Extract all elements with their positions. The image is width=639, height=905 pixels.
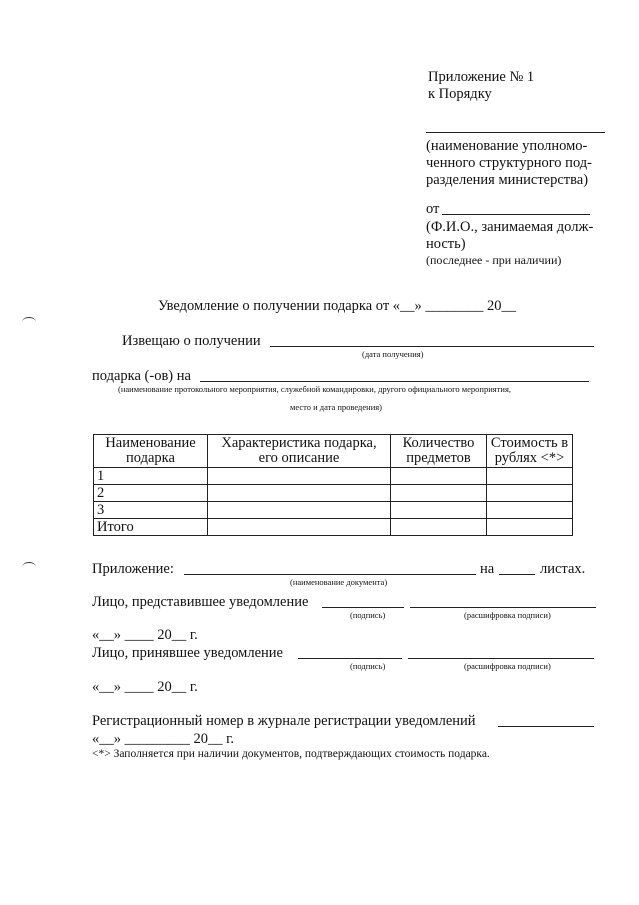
- row-number: 1: [94, 468, 208, 485]
- punch-hole-mark: [22, 562, 36, 572]
- table-cell[interactable]: [208, 519, 391, 536]
- receiver-signature-line: [298, 658, 402, 659]
- signature-caption: (подпись): [350, 610, 386, 620]
- attachment-doc-line: [184, 574, 476, 575]
- department-caption-line: ченного структурного под-: [426, 155, 592, 171]
- table-cell[interactable]: [487, 468, 573, 485]
- inform-label: Извещаю о получении: [122, 333, 261, 349]
- table-row: [94, 485, 573, 502]
- table-row-total: [94, 519, 573, 536]
- registration-number-line: [498, 726, 594, 727]
- header-gift-name: Наименование подарка: [94, 435, 208, 468]
- total-label: Итого: [94, 519, 208, 536]
- gift-label: подарка (-ов) на: [92, 368, 191, 384]
- fio-caption: [426, 219, 593, 253]
- attachment-sheets: листах.: [540, 561, 586, 577]
- appendix-title: Приложение № 1: [428, 69, 535, 85]
- submitter-decode-line: [410, 607, 596, 608]
- receiver-label: Лицо, принявшее уведомление: [92, 645, 283, 661]
- table-cell[interactable]: [391, 485, 487, 502]
- table-cell[interactable]: [208, 502, 391, 519]
- punch-hole-mark: [22, 317, 36, 327]
- table-row: [94, 502, 573, 519]
- submitter-label: Лицо, представившее уведомление: [92, 594, 309, 610]
- department-caption: [426, 138, 592, 189]
- from-label: от: [426, 201, 440, 217]
- event-line: [200, 381, 589, 382]
- signature-decode-caption: (расшифровка подписи): [464, 661, 551, 671]
- gift-table: [93, 434, 573, 536]
- row-number: 3: [94, 502, 208, 519]
- table-header-row: [94, 435, 573, 468]
- table-cell[interactable]: [487, 502, 573, 519]
- appendix-header: [426, 69, 535, 103]
- header-quantity: Количество предметов: [391, 435, 487, 468]
- patronymic-note: (последнее - при наличии): [426, 253, 562, 267]
- department-caption-line: (наименование уполномо-: [426, 138, 588, 154]
- table-row: [94, 468, 573, 485]
- registration-label: Регистрационный номер в журнале регистрации уведомлений: [92, 713, 476, 729]
- date-received-line: [270, 346, 594, 347]
- row-number: 2: [94, 485, 208, 502]
- fio-caption-line: ность): [426, 236, 466, 252]
- attachment-count-line: [499, 574, 535, 575]
- header-cost: Стоимость в рублях <*>: [487, 435, 573, 468]
- from-line: [442, 214, 590, 215]
- submitter-signature-line: [322, 607, 404, 608]
- department-caption-line: разделения министерства): [426, 172, 589, 188]
- signature-decode-caption: (расшифровка подписи): [464, 610, 551, 620]
- submit-date: «__» ____ 20__ г.: [92, 627, 198, 643]
- fio-caption-line: (Ф.И.О., занимаемая долж-: [426, 219, 594, 235]
- attachment-on: на: [480, 561, 495, 577]
- notice-heading: Уведомление о получении подарка от «__» ________ 20__: [158, 298, 517, 314]
- signature-caption: (подпись): [350, 661, 386, 671]
- table-cell[interactable]: [487, 519, 573, 536]
- receiver-decode-line: [408, 658, 594, 659]
- table-cell[interactable]: [391, 468, 487, 485]
- doc-caption: (наименование документа): [290, 577, 388, 587]
- department-line: [426, 132, 605, 133]
- table-cell[interactable]: [208, 468, 391, 485]
- table-cell[interactable]: [208, 485, 391, 502]
- table-cell[interactable]: [391, 519, 487, 536]
- table-cell[interactable]: [487, 485, 573, 502]
- event-caption: (наименование протокольного мероприятия, служебной командировки, другого официального мероприятия,: [118, 384, 511, 394]
- event-caption-place: место и дата проведения): [290, 402, 382, 412]
- appendix-subtitle: к Порядку: [428, 86, 492, 102]
- attachment-label: Приложение:: [92, 561, 174, 577]
- footnote: <*> Заполняется при наличии документов, подтверждающих стоимость подарка.: [92, 748, 490, 760]
- receive-date: «__» ____ 20__ г.: [92, 679, 198, 695]
- header-description: Характеристика подарка, его описание: [208, 435, 391, 468]
- date-caption: (дата получения): [362, 349, 424, 359]
- table-cell[interactable]: [391, 502, 487, 519]
- registration-date: «__» _________ 20__ г.: [92, 731, 235, 747]
